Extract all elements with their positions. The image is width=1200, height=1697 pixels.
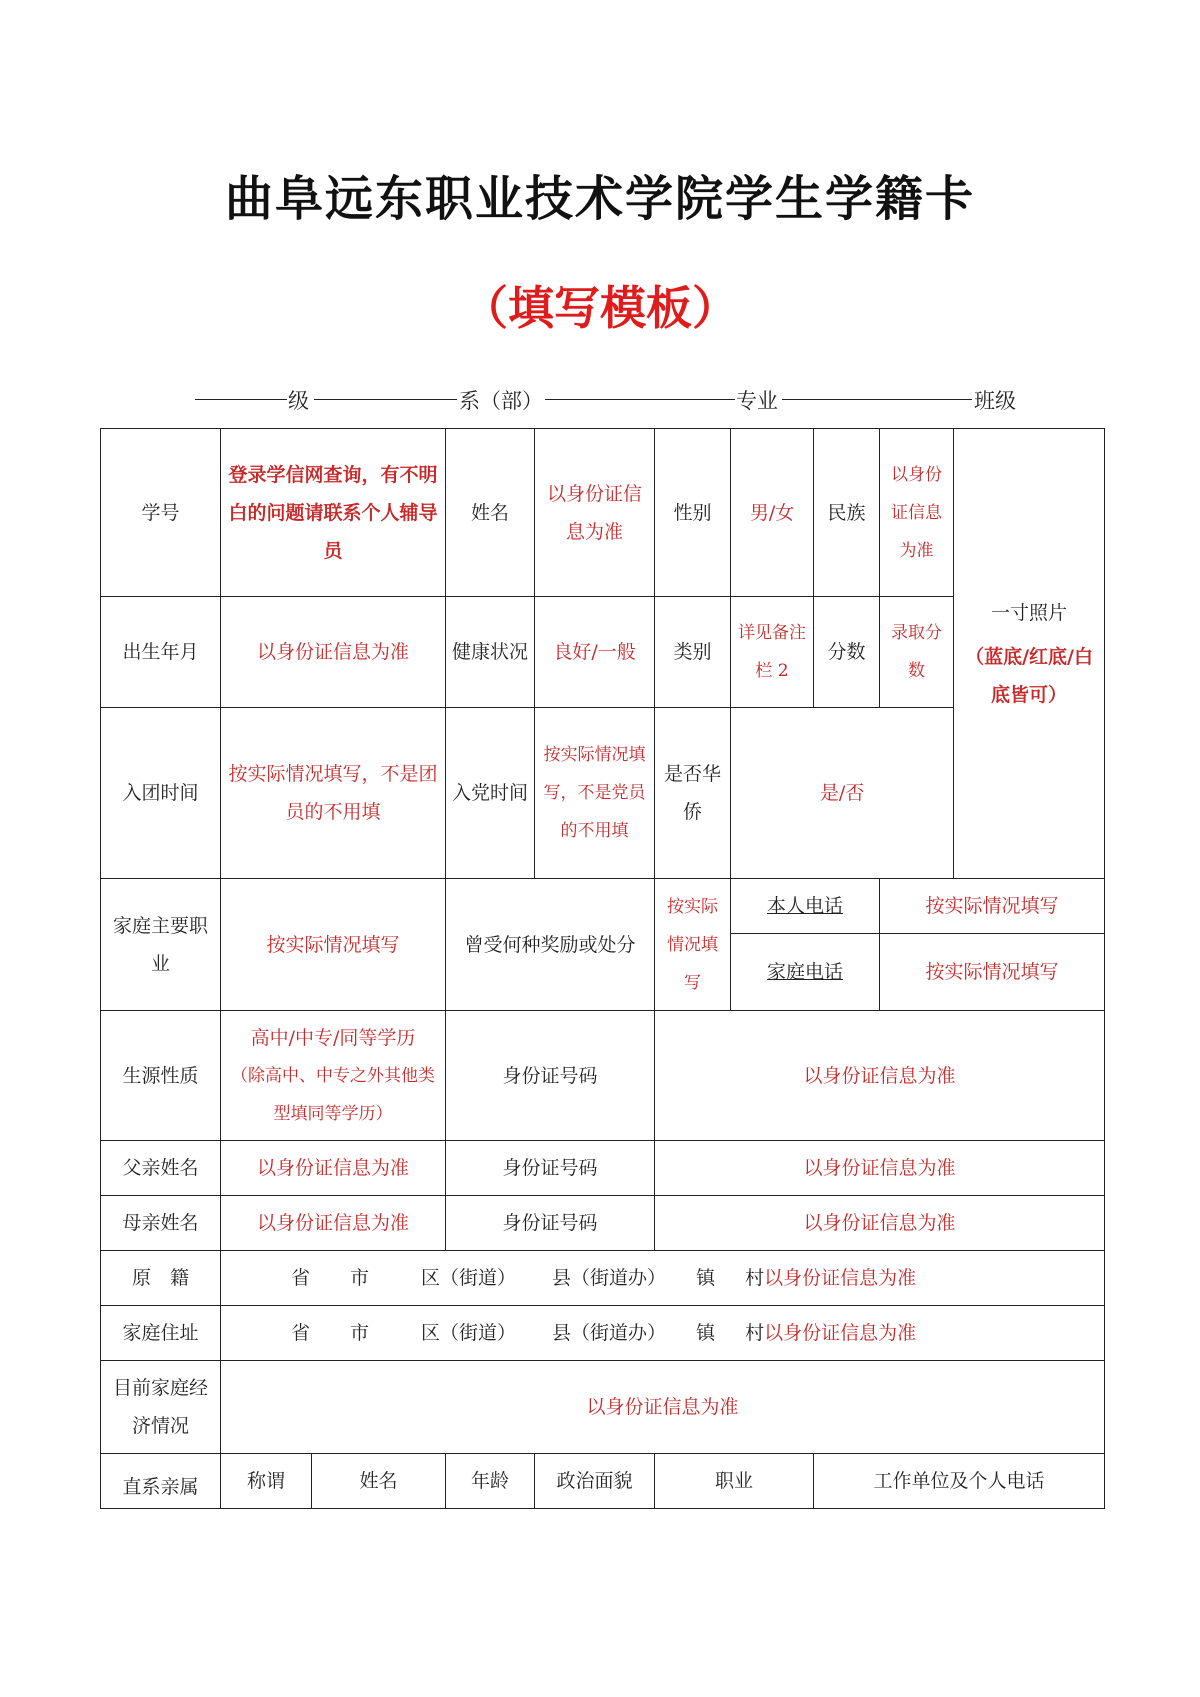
addr-village: 村 [745,1267,765,1289]
home-address-value[interactable] [221,1306,1105,1361]
relatives-col-employer: 工作单位及个人电话 [814,1454,1105,1509]
student-id-label: 学号 [101,429,221,597]
home-phone-value[interactable]: 按实际情况填写 [880,934,1105,1011]
source-note: （除高中、中专之外其他类型填同等学历） [231,1065,435,1124]
addr-city: 市 [350,1322,370,1344]
source-label: 生源性质 [101,1011,221,1141]
relatives-col-title: 称谓 [221,1454,312,1509]
gender-value[interactable]: 男/女 [731,429,814,597]
source-value-cell[interactable] [221,1011,446,1141]
student-record-table [100,428,1105,1509]
relatives-label: 直系亲属 [101,1454,221,1509]
addr-town: 镇 [696,1267,716,1289]
id-number-value[interactable]: 以身份证信息为准 [655,1011,1105,1141]
mother-name-value[interactable]: 以身份证信息为准 [221,1196,446,1251]
photo-label: 一寸照片 [991,601,1068,624]
economy-value[interactable]: 以身份证信息为准 [221,1361,1105,1454]
table-row [101,1306,1105,1361]
birth-value[interactable]: 以身份证信息为准 [221,597,446,708]
photo-note: （蓝底/红底/白底皆可） [965,645,1093,706]
father-id-label: 身份证号码 [446,1141,655,1196]
relatives-col-name: 姓名 [312,1454,446,1509]
health-value[interactable]: 良好/一般 [535,597,655,708]
father-name-value[interactable]: 以身份证信息为准 [221,1141,446,1196]
name-value[interactable]: 以身份证信息为准 [535,429,655,597]
mother-id-label: 身份证号码 [446,1196,655,1251]
table-row [101,1251,1105,1306]
addr-district: 区（街道） [421,1322,517,1344]
addr-province: 省 [291,1267,311,1289]
score-value[interactable]: 录取分数 [880,597,954,708]
major-label: 专业 [736,389,778,413]
relatives-col-occupation: 职业 [655,1454,814,1509]
award-value[interactable]: 按实际情况填写 [655,879,731,1011]
addr-city: 市 [350,1267,370,1289]
page-subtitle: （填写模板） [462,281,738,335]
major-blank[interactable] [545,399,735,400]
own-phone-value[interactable]: 按实际情况填写 [880,879,1105,934]
table-row [101,429,1105,597]
economy-label: 目前家庭经济情况 [101,1361,221,1454]
mother-name-label: 母亲姓名 [101,1196,221,1251]
league-label: 入团时间 [101,708,221,879]
addr-county: 县（街道办） [552,1267,667,1289]
category-value[interactable]: 详见备注栏 2 [731,597,814,708]
relatives-col-age: 年龄 [446,1454,535,1509]
addr-county: 县（街道办） [552,1322,667,1344]
party-label: 入党时间 [446,708,535,879]
party-value[interactable]: 按实际情况填写，不是党员的不用填 [535,708,655,879]
id-number-label: 身份证号码 [446,1011,655,1141]
addr-town: 镇 [696,1322,716,1344]
occupation-value[interactable]: 按实际情况填写 [221,879,446,1011]
award-label: 曾受何种奖励或处分 [446,879,655,1011]
home-address-label: 家庭住址 [101,1306,221,1361]
home-phone-label: 家庭电话 [731,934,880,1011]
page-title: 曲阜远东职业技术学院学生学籍卡 [224,171,975,227]
addr-village: 村 [745,1322,765,1344]
dept-blank[interactable] [314,399,457,400]
father-id-value[interactable]: 以身份证信息为准 [655,1141,1105,1196]
overseas-label: 是否华侨 [655,708,731,879]
table-row [101,1361,1105,1454]
name-label: 姓名 [446,429,535,597]
own-phone-label: 本人电话 [731,879,880,934]
table-row [101,1011,1105,1141]
table-row [101,1454,1105,1509]
occupation-label: 家庭主要职业 [101,879,221,1011]
student-id-value[interactable]: 登录学信网查询，有不明白的问题请联系个人辅导员 [221,429,446,597]
relatives-col-politics: 政治面貌 [535,1454,655,1509]
birth-label: 出生年月 [101,597,221,708]
home-address-note: 以身份证信息为准 [764,1322,917,1344]
ethnicity-value[interactable]: 以身份证信息为准 [880,429,954,597]
photo-cell[interactable] [954,429,1105,879]
origin-note: 以身份证信息为准 [764,1267,917,1289]
table-row [101,879,1105,934]
mother-id-value[interactable]: 以身份证信息为准 [655,1196,1105,1251]
grade-blank[interactable] [195,399,287,400]
class-label: 班级 [974,389,1016,413]
table-row [101,1141,1105,1196]
class-blank[interactable] [782,399,972,400]
gender-label: 性别 [655,429,731,597]
source-value: 高中/中专/同等学历 [250,1026,416,1049]
ethnicity-label: 民族 [814,429,880,597]
category-label: 类别 [655,597,731,708]
dept-label: 系（部） [459,389,543,413]
father-name-label: 父亲姓名 [101,1141,221,1196]
addr-province: 省 [291,1322,311,1344]
league-value[interactable]: 按实际情况填写，不是团员的不用填 [221,708,446,879]
grade-label: 级 [288,389,309,413]
score-label: 分数 [814,597,880,708]
origin-label: 原 籍 [101,1251,221,1306]
table-row [101,1196,1105,1251]
addr-district: 区（街道） [421,1267,517,1289]
health-label: 健康状况 [446,597,535,708]
overseas-value[interactable]: 是/否 [731,708,954,879]
class-headline [195,385,1025,415]
origin-value[interactable] [221,1251,1105,1306]
